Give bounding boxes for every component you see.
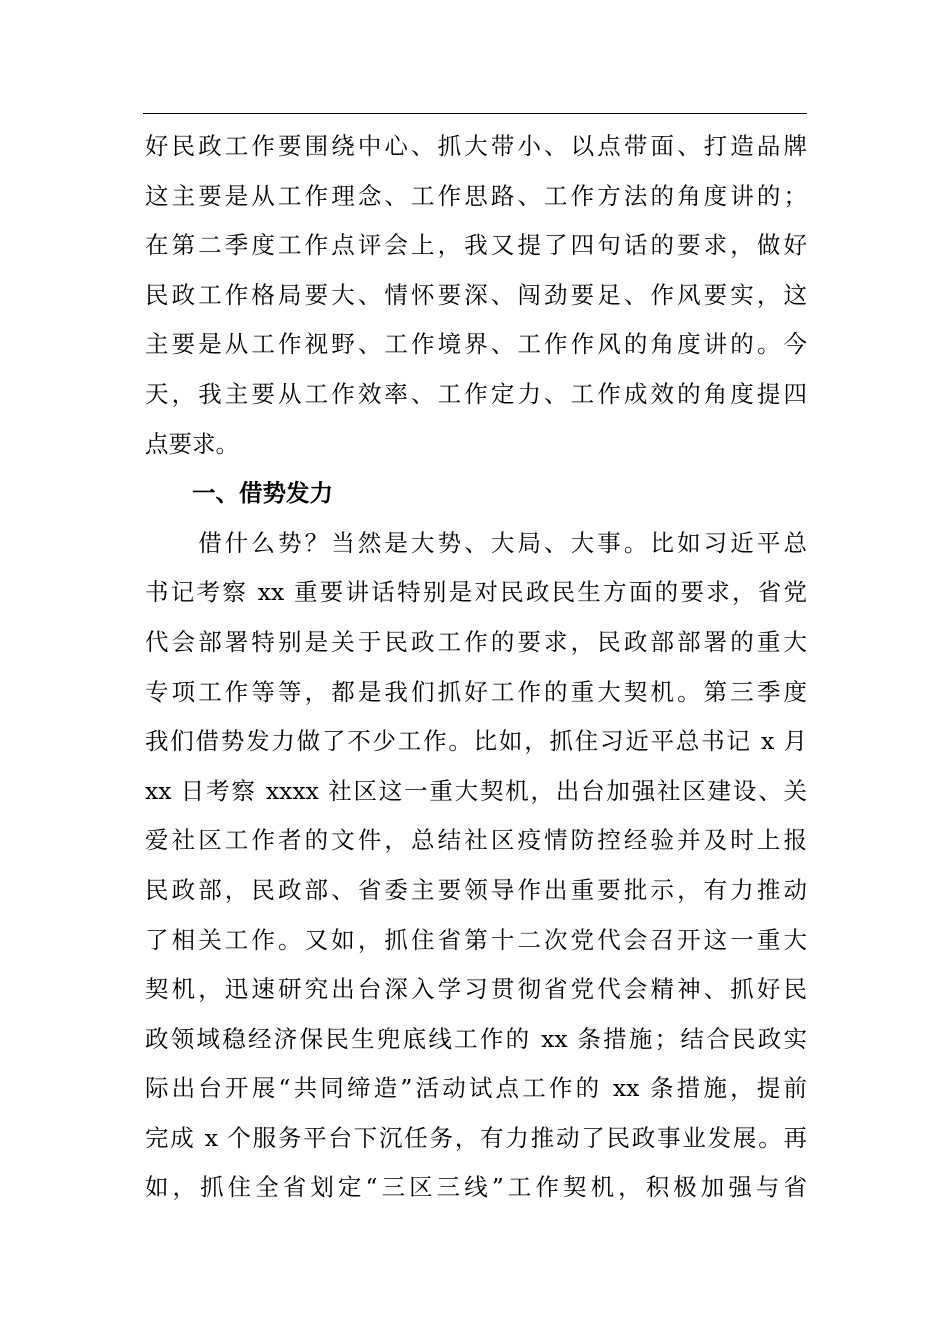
text-line: 契机，迅速研究出台深入学习贯彻省党代会精神、抓好民 bbox=[145, 975, 807, 1004]
text-line: xx 日考察 xxxx 社区这一重大契机，出台加强社区建设、关 bbox=[145, 776, 807, 805]
text-line: 天，我主要从工作效率、工作定力、工作成效的角度提四 bbox=[145, 379, 807, 408]
paragraph-intro bbox=[145, 122, 807, 469]
document-body bbox=[145, 122, 807, 1213]
text-line: 专项工作等等，都是我们抓好工作的重大契机。第三季度 bbox=[145, 677, 807, 706]
text-line: 爱社区工作者的文件，总结社区疫情防控经验并及时上报 bbox=[145, 826, 807, 855]
text-line: 完成 x 个服务平台下沉任务，有力推动了民政事业发展。再 bbox=[145, 1123, 807, 1152]
paragraph-section-1 bbox=[145, 519, 807, 1213]
text-line: 好民政工作要围绕中心、抓大带小、以点带面、打造品牌 bbox=[145, 132, 807, 160]
text-line: 代会部署特别是关于民政工作的要求，民政部部署的重大 bbox=[145, 627, 807, 656]
text-line: 在第二季度工作点评会上，我又提了四句话的要求，做好 bbox=[145, 231, 807, 260]
section-heading: 一、借势发力 bbox=[192, 479, 333, 508]
header-rule bbox=[143, 113, 807, 114]
text-line: 际出台开展“共同缔造”活动试点工作的 xx 条措施，提前 bbox=[145, 1074, 807, 1103]
text-line: 政领域稳经济保民生兜底线工作的 xx 条措施；结合民政实 bbox=[145, 1024, 807, 1053]
text-line: 如，抓住全省划定“三区三线”工作契机，积极加强与省 bbox=[145, 1173, 807, 1202]
text-line: 主要是从工作视野、工作境界、工作作风的角度讲的。今 bbox=[145, 330, 807, 359]
text-line: 民政部，民政部、省委主要领导作出重要批示，有力推动 bbox=[145, 875, 807, 904]
text-line: 民政工作格局要大、情怀要深、闯劲要足、作风要实，这 bbox=[145, 280, 807, 309]
text-line: 了相关工作。又如，抓住省第十二次党代会召开这一重大 bbox=[145, 925, 807, 954]
text-line: 书记考察 xx 重要讲话特别是对民政民生方面的要求，省党 bbox=[145, 578, 807, 607]
text-line: 我们借势发力做了不少工作。比如，抓住习近平总书记 x 月 bbox=[145, 727, 807, 756]
text-line: 这主要是从工作理念、工作思路、工作方法的角度讲的； bbox=[145, 181, 807, 210]
text-line: 点要求。 bbox=[145, 429, 239, 458]
text-line: 借什么势？当然是大势、大局、大事。比如习近平总 bbox=[145, 528, 807, 557]
